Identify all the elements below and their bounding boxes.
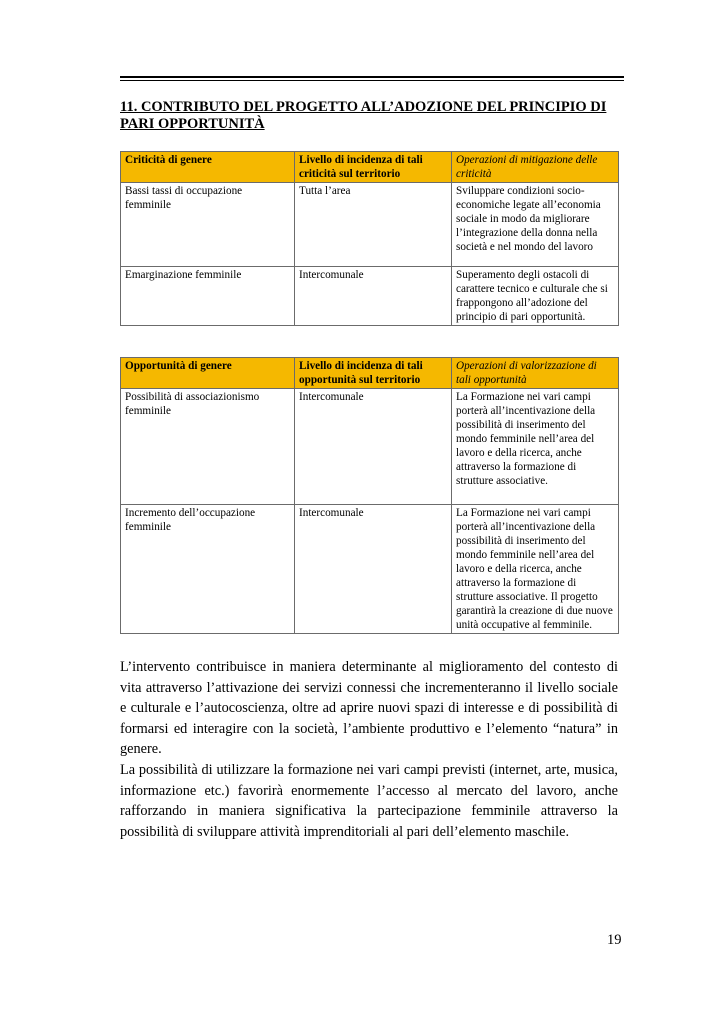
table-cell: Sviluppare condizioni socio-economiche legate all’economia sociale in modo da migliorare l’integrazione della donna nella società e nel mondo del lavoro xyxy=(452,183,619,267)
table-cell: Intercomunale xyxy=(295,389,452,505)
table-cell: Possibilità di associazionismo femminile xyxy=(121,389,295,505)
table-cell: La Formazione nei vari campi porterà all’incentivazione della possibilità di inserimento del mondo femminile nell’area del lavoro e della ricerca, anche attraverso la formazione di strutture associative. xyxy=(452,389,619,505)
header-cell: Livello di incidenza di tali opportunità sul territorio xyxy=(295,358,452,389)
table-cell: Intercomunale xyxy=(295,505,452,634)
table-row xyxy=(121,389,619,505)
table-cell: La Formazione nei vari campi porterà all’incentivazione della possibilità di inserimento del mondo femminile nell’area del lavoro e della ricerca, anche attraverso la formazione di strutture associative. Il progetto garantirà la creazione di due nuove unità occupative al femminile. xyxy=(452,505,619,634)
page-number: 19 xyxy=(607,932,622,948)
table-cell: Emarginazione femminile xyxy=(121,267,295,326)
table-header-row xyxy=(121,358,619,389)
header-cell: Criticità di genere xyxy=(121,152,295,183)
table-cell: Intercomunale xyxy=(295,267,452,326)
header-cell: Operazioni di mitigazione delle criticità xyxy=(452,152,619,183)
table-cell: Tutta l’area xyxy=(295,183,452,267)
opportunita-table xyxy=(120,357,619,634)
table-row xyxy=(121,267,619,326)
top-rule-thin xyxy=(120,80,624,81)
header-cell: Opportunità di genere xyxy=(121,358,295,389)
table-cell: Bassi tassi di occupazione femminile xyxy=(121,183,295,267)
table-cell: Superamento degli ostacoli di carattere tecnico e culturale che si frappongono all’adozione del principio di pari opportunità. xyxy=(452,267,619,326)
section-heading: 11. CONTRIBUTO DEL PROGETTO ALL’ADOZIONE DEL PRINCIPIO DI PARI OPPORTUNITÀ xyxy=(120,99,607,132)
body-paragraph-2: La possibilità di utilizzare la formazione nei vari campi previsti (internet, arte, musica, informazione etc.) favorirà enormemente l’accesso al mercato del lavoro, anche rafforzando in maniera significativa la partecipazione femminile attraverso la possibilità di sviluppare attività imprenditoriali al pari dell’elemento maschile. xyxy=(120,762,618,840)
table-cell: Incremento dell’occupazione femminile xyxy=(121,505,295,634)
top-rule-thick xyxy=(120,76,624,78)
body-paragraph-1: L’intervento contribuisce in maniera determinante al miglioramento del contesto di vita attraverso l’attivazione dei servizi connessi che incrementeranno il livello sociale e culturale e l’autocoscienza, oltre ad aprire nuovi spazi di interesse e di possibilità di formarsi ed interagire con la società, l’ambiente produttivo e l’elemento “natura” in genere. xyxy=(120,659,618,757)
criticita-table xyxy=(120,151,619,326)
header-cell: Operazioni di valorizzazione di tali opportunità xyxy=(452,358,619,389)
header-cell: Livello di incidenza di tali criticità sul territorio xyxy=(295,152,452,183)
table-row xyxy=(121,183,619,267)
table-header-row xyxy=(121,152,619,183)
table-row xyxy=(121,505,619,634)
